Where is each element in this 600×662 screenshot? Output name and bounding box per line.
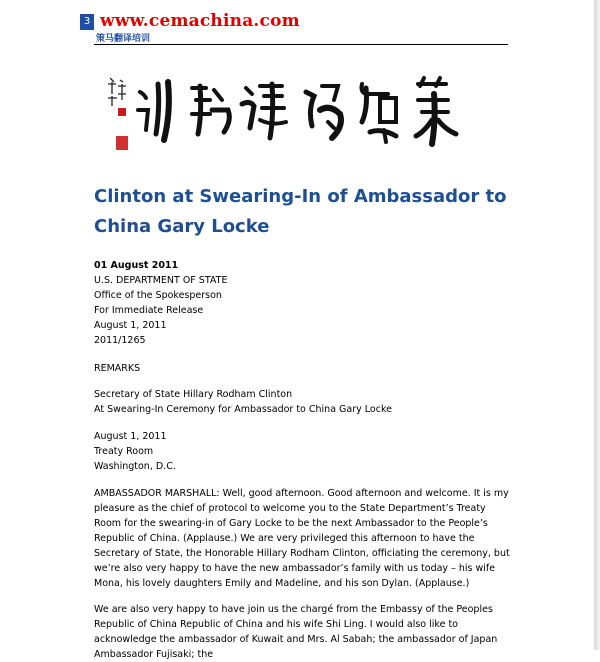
place-line-room: Treaty Room bbox=[94, 446, 154, 457]
calligraphy-char-6 bbox=[416, 78, 456, 144]
seal-stamp-top bbox=[118, 108, 126, 116]
article-date: 01 August 2011 bbox=[94, 260, 179, 271]
meta-line-number: 2011/1265 bbox=[94, 335, 146, 346]
site-url: www.cemachina.com bbox=[100, 11, 300, 31]
paragraph-1: AMBASSADOR MARSHALL: Well, good afternoon. Good afternoon and welcome. It is my pleasure as the chief of protocol to welcome you to the State Department’s Treaty Room for the swearing-in of Gary Locke to be the next Ambassador to the People’s Republic of China. (Applause.) We are very privileged this afternoon to have the Secretary of State, the Honorable Hillary Rodham Clinton, officiating the ceremony, but we’re also very happy to have the new ambassador’s family with us today – his wife Mona, his lovely daughters Emily and Madeline, and his son Dylan. (Applause.) bbox=[94, 488, 510, 589]
meta-line-office: Office of the Spokesperson bbox=[94, 290, 222, 301]
site-subtitle: 策马翻译培训 bbox=[96, 34, 151, 44]
paragraph-2: We are also very happy to have join us the chargé from the Embassy of the Peoples Republic of China Republic of China and his wife Shi Ling. I would also like to acknowledge the ambassador of Kuwait and Mrs. Al Sabah; the ambassador of Japan Ambassador Fujisaki; the bbox=[94, 604, 498, 660]
meta-line-release: For Immediate Release bbox=[94, 305, 204, 316]
remarks-label: REMARKS bbox=[94, 363, 141, 374]
calligraphy-char-5 bbox=[362, 84, 397, 142]
place-line-date: August 1, 2011 bbox=[94, 431, 167, 442]
speaker-line-name: Secretary of State Hillary Rodham Clinton bbox=[94, 389, 293, 400]
meta-line-department: U.S. DEPARTMENT OF STATE bbox=[94, 275, 228, 286]
signature-mark bbox=[108, 78, 126, 106]
place-line-city: Washington, D.C. bbox=[94, 461, 176, 472]
calligraphy-char-1 bbox=[138, 82, 169, 140]
meta-line-date: August 1, 2011 bbox=[94, 320, 167, 331]
calligraphy-char-2 bbox=[192, 86, 229, 134]
page-edge-shadow bbox=[594, 0, 600, 650]
calligraphy-char-3 bbox=[242, 84, 286, 138]
article-title: Clinton at Swearing-In of Ambassador to China Gary Locke bbox=[94, 186, 507, 237]
calligraphy-logo bbox=[100, 70, 500, 160]
calligraphy-char-4 bbox=[306, 86, 341, 138]
header-rule bbox=[94, 44, 508, 45]
page-number: 3 bbox=[80, 14, 94, 30]
seal-stamp-bottom bbox=[116, 136, 128, 150]
speaker-line-event: At Swearing-In Ceremony for Ambassador to China Gary Locke bbox=[94, 404, 392, 415]
